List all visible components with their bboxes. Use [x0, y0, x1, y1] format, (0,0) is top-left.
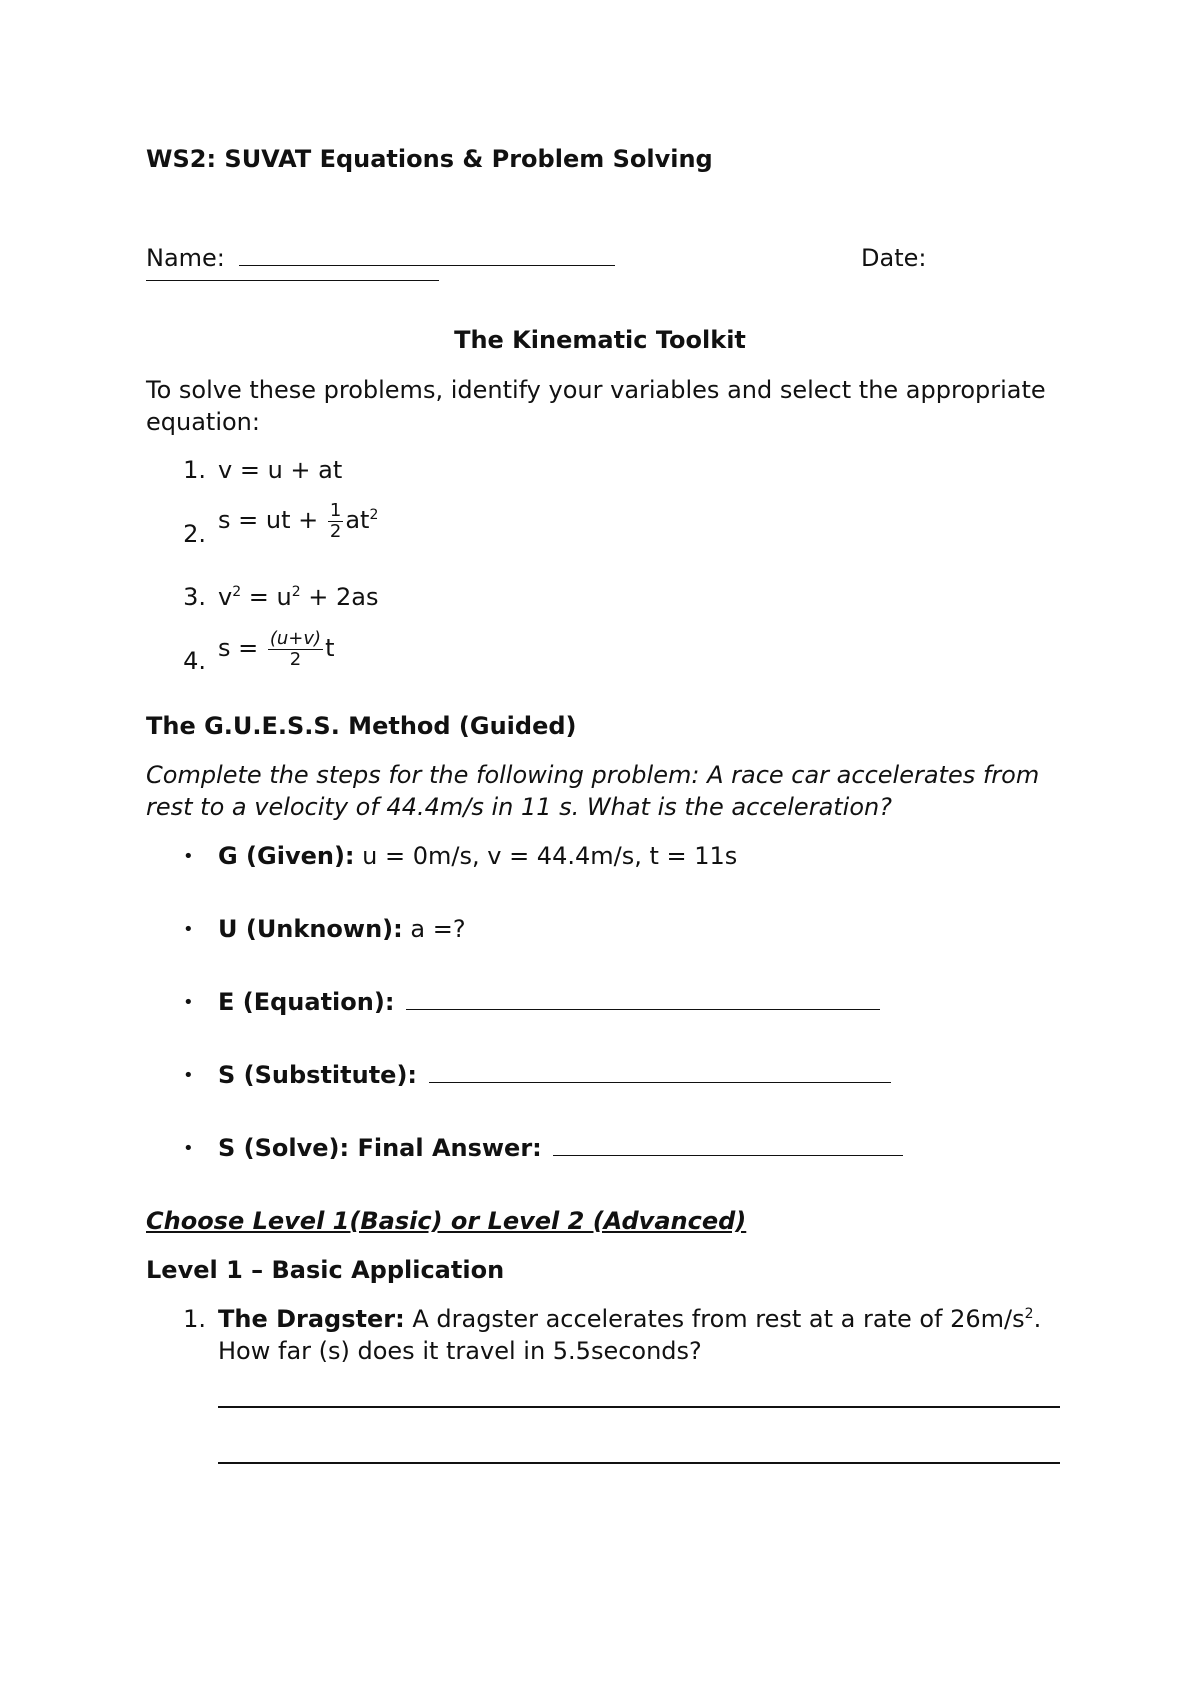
problem-1-number: 1.: [183, 1305, 206, 1333]
guess-substitute: [218, 1059, 891, 1091]
problem-1-label: The Dragster:: [218, 1305, 405, 1333]
date-blank[interactable]: [146, 280, 439, 281]
choose-level-instruction: Choose Level 1(Basic) or Level 2 (Advanced): [146, 1207, 747, 1235]
problem-1-text: A dragster accelerates from rest at a rate of 26m/s: [404, 1305, 1025, 1333]
exponent: 2: [1024, 1306, 1034, 1322]
problem-1-line-1: [218, 1303, 1041, 1335]
bullet: •: [183, 1065, 194, 1086]
substitute-label: S (Substitute):: [218, 1061, 418, 1089]
exponent: 2: [232, 584, 242, 600]
worksheet-title: WS2: SUVAT Equations & Problem Solving: [146, 145, 713, 173]
guess-heading: The G.U.E.S.S. Method (Guided): [146, 712, 577, 740]
equation-2-part-b: at: [345, 506, 370, 534]
name-blank[interactable]: [239, 243, 615, 266]
guess-unknown: [218, 913, 466, 945]
guess-prompt-line-1: Complete the steps for the following problem: A race car accelerates from: [146, 761, 1040, 789]
given-value: u = 0m/s, v = 44.4m/s, t = 11s: [354, 842, 738, 870]
fraction-denominator: 2: [329, 520, 342, 542]
equation-2-part-a: s = ut +: [218, 506, 326, 534]
answer-line-2[interactable]: [218, 1462, 1060, 1464]
equation-3-part-a: v: [218, 583, 233, 611]
bullet: •: [183, 919, 194, 940]
equation-4: [218, 628, 334, 670]
equation-4-fraction: [268, 629, 323, 670]
guess-equation: [218, 986, 880, 1018]
name-field-row: [146, 242, 615, 274]
bullet: •: [183, 846, 194, 867]
toolkit-intro-line-2: equation:: [146, 408, 260, 436]
equation-blank[interactable]: [406, 987, 880, 1010]
problem-1-text-end: .: [1033, 1305, 1042, 1333]
exponent: 2: [369, 507, 379, 523]
unknown-label: U (Unknown):: [218, 915, 403, 943]
final-answer-blank[interactable]: [553, 1133, 903, 1156]
given-label: G (Given):: [218, 842, 355, 870]
guess-solve: [218, 1132, 903, 1164]
equation-3-number: 3.: [183, 583, 206, 611]
equation-4-part-a: s =: [218, 634, 266, 662]
fraction-numerator: (u+v): [269, 627, 322, 649]
equation-3-part-b: = u: [241, 583, 292, 611]
guess-given: [218, 840, 737, 872]
equation-2-number: 2.: [183, 520, 206, 548]
problem-1-line-2: How far (s) does it travel in 5.5seconds?: [218, 1337, 702, 1365]
unknown-value: a =?: [402, 915, 466, 943]
toolkit-intro-line-1: To solve these problems, identify your variables and select the appropriate: [146, 376, 1046, 404]
exponent: 2: [291, 584, 301, 600]
bullet: •: [183, 1138, 194, 1159]
date-label: Date:: [861, 244, 927, 272]
equation-3-part-c: + 2as: [300, 583, 379, 611]
answer-line-1[interactable]: [218, 1406, 1060, 1408]
equation-1-number: 1.: [183, 456, 206, 484]
equation-1: v = u + at: [218, 456, 343, 484]
guess-prompt-line-2: rest to a velocity of 44.4m/s in 11 s. What is the acceleration?: [146, 793, 892, 821]
equation-2: [218, 500, 378, 542]
equation-3: [218, 581, 378, 613]
bullet: •: [183, 992, 194, 1013]
equation-4-part-b: t: [325, 634, 335, 662]
equation-label: E (Equation):: [218, 988, 395, 1016]
fraction-denominator: 2: [289, 648, 302, 670]
equation-2-fraction: [328, 501, 343, 542]
name-label: Name:: [146, 244, 225, 272]
substitute-blank[interactable]: [429, 1060, 891, 1083]
level-1-heading: Level 1 – Basic Application: [146, 1256, 505, 1284]
fraction-numerator: 1: [329, 499, 342, 521]
toolkit-heading: The Kinematic Toolkit: [454, 326, 746, 354]
solve-label: S (Solve): Final Answer:: [218, 1134, 542, 1162]
equation-4-number: 4.: [183, 647, 206, 675]
